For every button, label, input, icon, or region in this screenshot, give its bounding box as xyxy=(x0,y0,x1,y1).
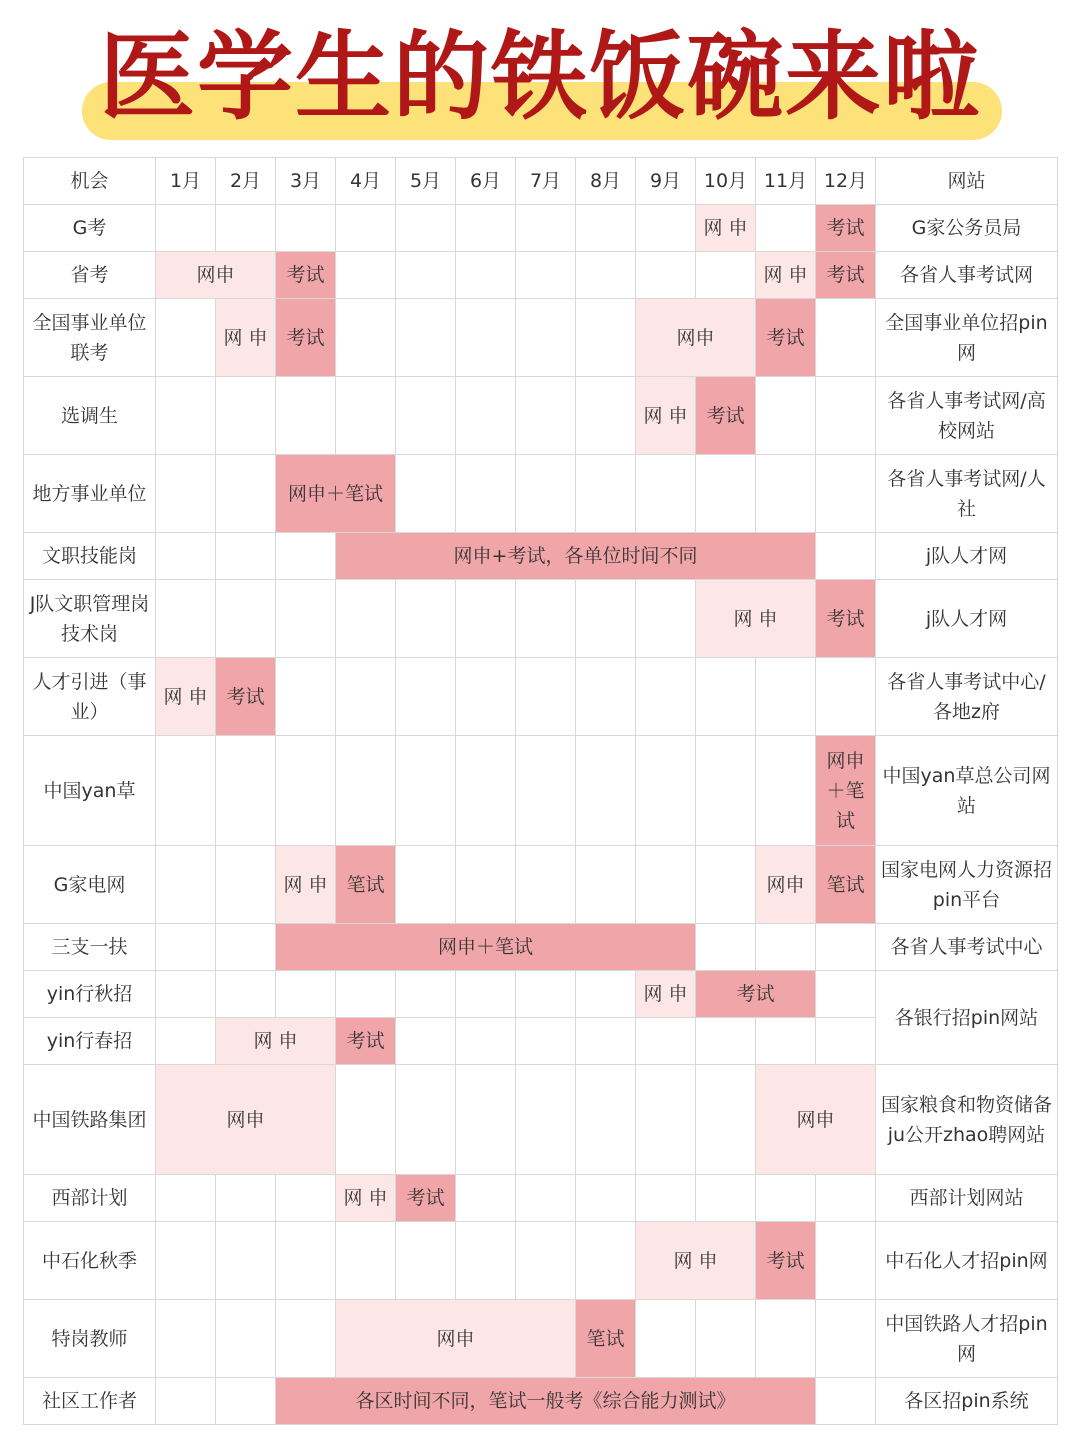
apply-block: 网 申 xyxy=(216,1018,336,1065)
row-website: 各区招pin系统 xyxy=(876,1378,1058,1425)
row-label: 文职技能岗 xyxy=(24,533,156,580)
row-label: yin行秋招 xyxy=(24,971,156,1018)
header-month: 8月 xyxy=(576,158,636,205)
row-label: 省考 xyxy=(24,252,156,299)
page-title: 医学生的铁饭碗来啦 xyxy=(99,21,981,133)
apply-block: 网申 xyxy=(156,252,276,299)
apply-block: 网申 xyxy=(756,846,816,924)
apply-block: 网 申 xyxy=(636,377,696,455)
row-website: 各省人事考试中心/各地z府 xyxy=(876,658,1058,736)
row-label: 三支一扶 xyxy=(24,924,156,971)
table-row xyxy=(24,736,1058,846)
row-website: 全国事业单位招pin网 xyxy=(876,299,1058,377)
table-row xyxy=(24,1065,1058,1175)
row-label: 选调生 xyxy=(24,377,156,455)
exam-block: 考试 xyxy=(336,1018,396,1065)
row-website: 西部计划网站 xyxy=(876,1175,1058,1222)
table-row xyxy=(24,1300,1058,1378)
header-month: 11月 xyxy=(756,158,816,205)
header-month: 9月 xyxy=(636,158,696,205)
exam-block: 考试 xyxy=(696,971,816,1018)
table-row xyxy=(24,580,1058,658)
apply-block: 网申 xyxy=(636,299,756,377)
row-website: 国家电网人力资源招pin平台 xyxy=(876,846,1058,924)
exam-block: 考试 xyxy=(756,1222,816,1300)
apply-block: 网申 xyxy=(156,1065,336,1175)
exam-block: 各区时间不同，笔试一般考《综合能力测试》 xyxy=(276,1378,816,1425)
row-label: yin行春招 xyxy=(24,1018,156,1065)
header-website: 网站 xyxy=(876,158,1058,205)
table-row xyxy=(24,846,1058,924)
table-row xyxy=(24,252,1058,299)
exam-block: 考试 xyxy=(276,252,336,299)
row-label: 全国事业单位联考 xyxy=(24,299,156,377)
row-website: 中国铁路人才招pin网 xyxy=(876,1300,1058,1378)
header-month: 1月 xyxy=(156,158,216,205)
header-month: 6月 xyxy=(456,158,516,205)
row-label: G考 xyxy=(24,205,156,252)
header-month: 4月 xyxy=(336,158,396,205)
row-label: 中国铁路集团 xyxy=(24,1065,156,1175)
row-website: j队人才网 xyxy=(876,580,1058,658)
row-website: 中国yan草总公司网站 xyxy=(876,736,1058,846)
apply-block: 网申 xyxy=(336,1300,576,1378)
row-website: 各省人事考试网/人社 xyxy=(876,455,1058,533)
table-row xyxy=(24,533,1058,580)
exam-block: 网申＋笔试 xyxy=(276,924,696,971)
apply-block: 网 申 xyxy=(216,299,276,377)
row-website: j队人才网 xyxy=(876,533,1058,580)
row-website: 各省人事考试中心 xyxy=(876,924,1058,971)
table-row xyxy=(24,377,1058,455)
row-label: 地方事业单位 xyxy=(24,455,156,533)
exam-block: 考试 xyxy=(816,252,876,299)
row-label: 中国yan草 xyxy=(24,736,156,846)
row-website: 国家粮食和物资储备ju公开zhao聘网站 xyxy=(876,1065,1058,1175)
header-month: 7月 xyxy=(516,158,576,205)
header-month: 2月 xyxy=(216,158,276,205)
row-label: 社区工作者 xyxy=(24,1378,156,1425)
exam-block: 考试 xyxy=(396,1175,456,1222)
header-opportunity: 机会 xyxy=(24,158,156,205)
row-label: 中石化秋季 xyxy=(24,1222,156,1300)
row-label: 西部计划 xyxy=(24,1175,156,1222)
exam-block: 笔试 xyxy=(576,1300,636,1378)
exam-block: 笔试 xyxy=(336,846,396,924)
exam-block: 考试 xyxy=(216,658,276,736)
row-label: 特岗教师 xyxy=(24,1300,156,1378)
header-month: 12月 xyxy=(816,158,876,205)
apply-block: 网 申 xyxy=(336,1175,396,1222)
exam-block: 笔试 xyxy=(816,846,876,924)
row-label: 人才引进（事业） xyxy=(24,658,156,736)
apply-block: 网 申 xyxy=(696,580,816,658)
apply-block: 网 申 xyxy=(636,1222,756,1300)
table-row xyxy=(24,299,1058,377)
header-month: 10月 xyxy=(696,158,756,205)
schedule-table xyxy=(23,157,1058,1425)
apply-block: 网 申 xyxy=(696,205,756,252)
apply-block: 网 申 xyxy=(276,846,336,924)
exam-block: 考试 xyxy=(816,205,876,252)
header-month: 5月 xyxy=(396,158,456,205)
header-row xyxy=(24,158,1058,205)
exam-block: 考试 xyxy=(696,377,756,455)
header-month: 3月 xyxy=(276,158,336,205)
row-website: G家公务员局 xyxy=(876,205,1058,252)
title-banner xyxy=(0,0,1080,150)
table-row xyxy=(24,924,1058,971)
row-website: 各省人事考试网/高校网站 xyxy=(876,377,1058,455)
apply-block: 网申 xyxy=(756,1065,876,1175)
table-row xyxy=(24,658,1058,736)
exam-block: 考试 xyxy=(756,299,816,377)
exam-block: 网申+考试，各单位时间不同 xyxy=(336,533,816,580)
apply-block: 网 申 xyxy=(156,658,216,736)
exam-block: 网申＋笔试 xyxy=(276,455,396,533)
exam-block: 考试 xyxy=(276,299,336,377)
exam-block: 考试 xyxy=(816,580,876,658)
table-row xyxy=(24,1378,1058,1425)
apply-block: 网 申 xyxy=(756,252,816,299)
row-label: G家电网 xyxy=(24,846,156,924)
apply-block: 网 申 xyxy=(636,971,696,1018)
table-row xyxy=(24,205,1058,252)
table-row xyxy=(24,1175,1058,1222)
table-row xyxy=(24,1222,1058,1300)
row-website: 各省人事考试网 xyxy=(876,252,1058,299)
table-row xyxy=(24,455,1058,533)
row-label: J队文职管理岗技术岗 xyxy=(24,580,156,658)
row-website: 中石化人才招pin网 xyxy=(876,1222,1058,1300)
table-row xyxy=(24,971,1058,1018)
exam-block: 网申＋笔试 xyxy=(816,736,876,846)
row-website: 各银行招pin网站 xyxy=(876,971,1058,1065)
